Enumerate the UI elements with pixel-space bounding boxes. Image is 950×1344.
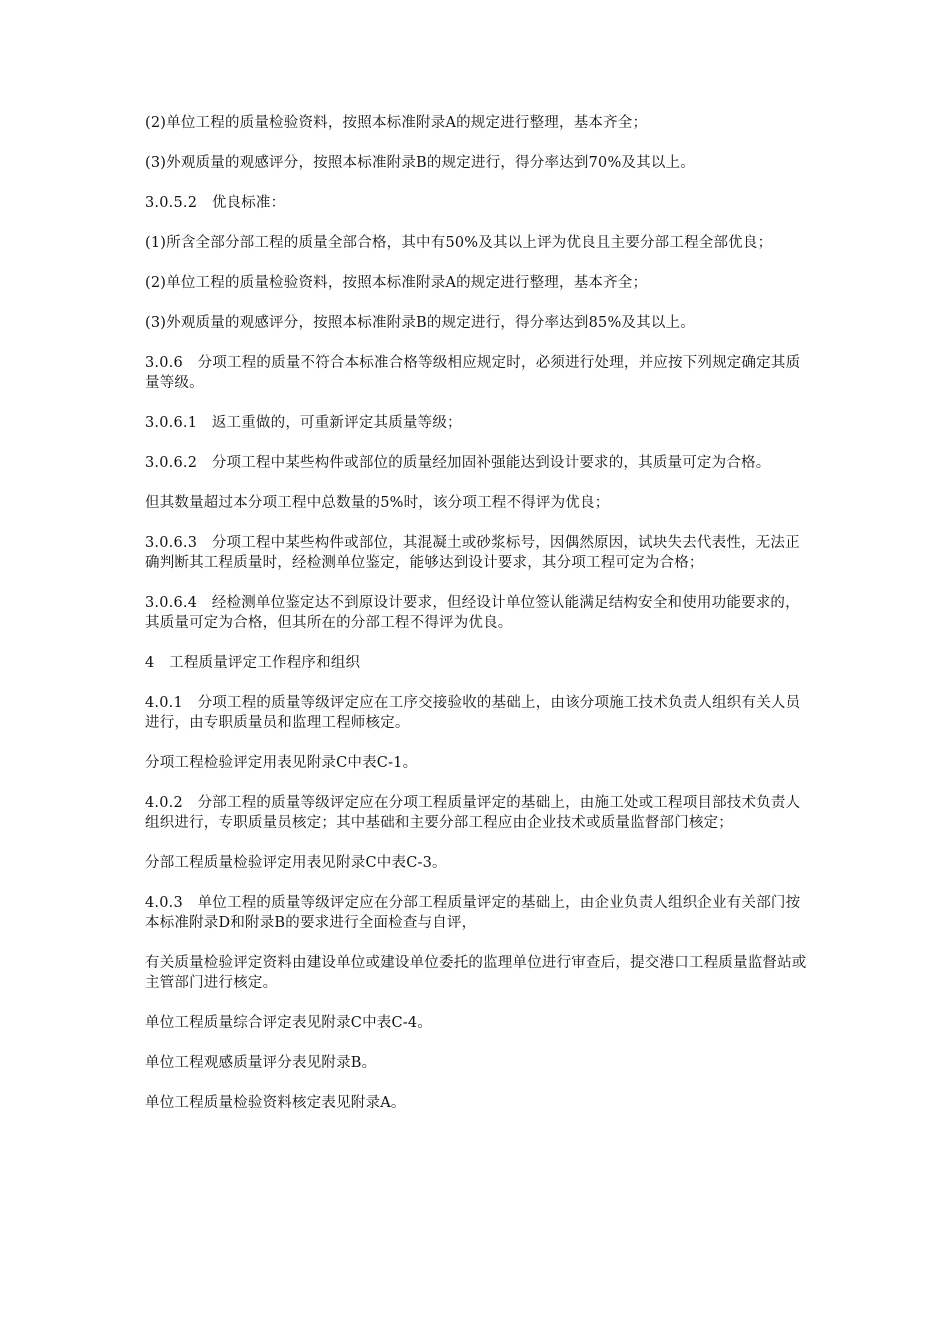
- section-3-0-6-2: 3.0.6.2 分项工程中某些构件或部位的质量经加固补强能达到设计要求的，其质量可定为合格。: [145, 455, 771, 471]
- chapter-heading-4: 4 工程质量评定工作程序和组织: [145, 655, 361, 671]
- paragraph-appearance-score-qualified: (3)外观质量的观感评分，按照本标准附录B的规定进行，得分率达到70%及其以上。: [145, 155, 695, 171]
- section-3-0-6-1: 3.0.6.1 返工重做的，可重新评定其质量等级；: [145, 415, 462, 431]
- paragraph-appearance-score-excellent: (3)外观质量的观感评分，按照本标准附录B的规定进行，得分率达到85%及其以上。: [145, 315, 695, 331]
- paragraph-table-c3-reference: 分部工程质量检验评定用表见附录C中表C-3。: [145, 855, 447, 871]
- paragraph-unit-inspection-records-qualified: (2)单位工程的质量检验资料，按照本标准附录A的规定进行整理，基本齐全；: [145, 115, 648, 131]
- section-4-0-2: 4.0.2 分部工程的质量等级评定应在分项工程质量评定的基础上，由施工处或工程项目部技术负责人组织进行，专职质量员核定；其中基础和主要分部工程应由企业技术或质量监督部门核定；: [145, 795, 801, 831]
- paragraph-quantity-limit: 但其数量超过本分项工程中总数量的5%时，该分项工程不得评为优良；: [145, 495, 610, 511]
- section-4-0-3: 4.0.3 单位工程的质量等级评定应在分部工程质量评定的基础上，由企业负责人组织企业有关部门按本标准附录D和附录B的要求进行全面检查与自评，: [145, 895, 801, 931]
- paragraph-appendix-b-reference: 单位工程观感质量评分表见附录B。: [145, 1055, 377, 1071]
- paragraph-unit-inspection-records-excellent: (2)单位工程的质量检验资料，按照本标准附录A的规定进行整理，基本齐全；: [145, 275, 648, 291]
- section-heading-3-0-5-2: 3.0.5.2 优良标准：: [145, 195, 286, 211]
- section-3-0-6-4: 3.0.6.4 经检测单位鉴定达不到原设计要求，但经设计单位签认能满足结构安全和使用功能要求的，其质量可定为合格，但其所在的分部工程不得评为优良。: [145, 595, 800, 631]
- paragraph-review-submission: 有关质量检验评定资料由建设单位或建设单位委托的监理单位进行审查后，提交港口工程质量监督站或主管部门进行核定。: [145, 955, 807, 991]
- section-4-0-1: 4.0.1 分项工程的质量等级评定应在工序交接验收的基础上，由该分项施工技术负责人组织有关人员进行，由专职质量员和监理工程师核定。: [145, 695, 801, 731]
- document-body: [145, 113, 810, 1133]
- paragraph-table-c4-reference: 单位工程质量综合评定表见附录C中表C-4。: [145, 1015, 433, 1031]
- section-3-0-6-3: 3.0.6.3 分项工程中某些构件或部位，其混凝土或砂浆标号，因偶然原因，试块失去代表性，无法正确判断其工程质量时，经检测单位鉴定，能够达到设计要求，其分项工程可定为合格；: [145, 535, 800, 571]
- section-3-0-6: 3.0.6 分项工程的质量不符合本标准合格等级相应规定时，必须进行处理，并应按下列规定确定其质量等级。: [145, 355, 801, 391]
- paragraph-excellent-subparts: (1)所含全部分部工程的质量全部合格，其中有50%及其以上评为优良且主要分部工程全部优良；: [145, 235, 773, 251]
- paragraph-appendix-a-reference: 单位工程质量检验资料核定表见附录A。: [145, 1095, 406, 1111]
- paragraph-table-c1-reference: 分项工程检验评定用表见附录C中表C-1。: [145, 755, 418, 771]
